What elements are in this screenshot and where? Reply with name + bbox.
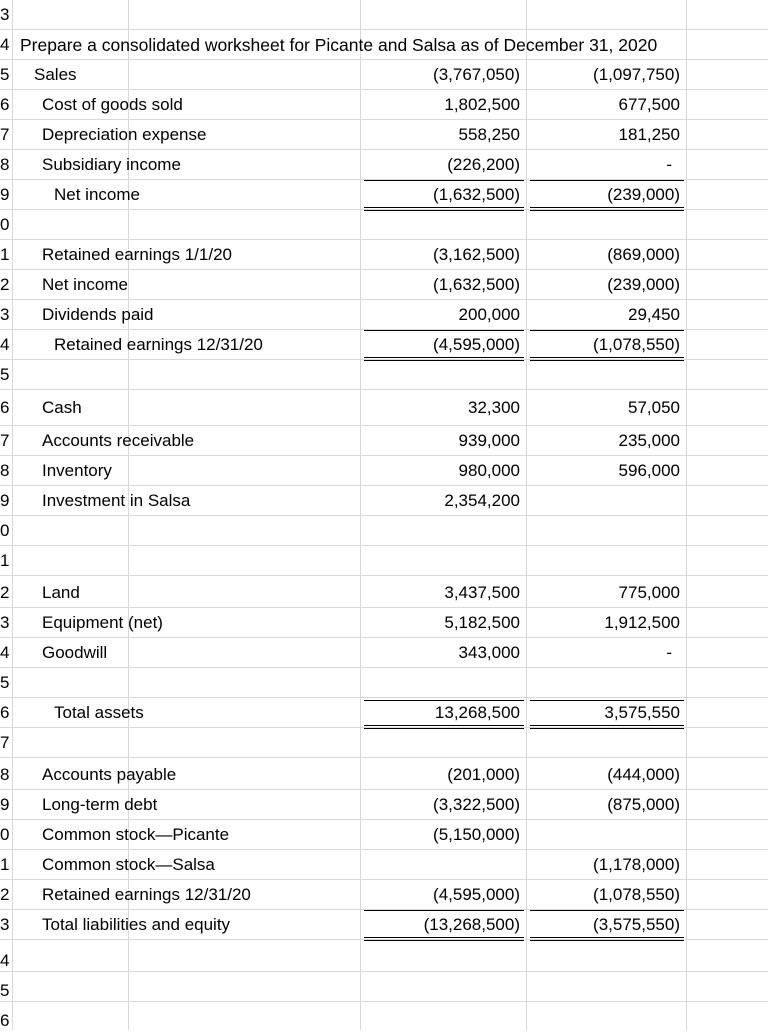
sheet-row[interactable] <box>0 60 768 90</box>
subtotal-underline <box>530 910 684 911</box>
sheet-row[interactable] <box>0 880 768 910</box>
picante-value: (201,000) <box>447 765 520 784</box>
line-item-label: Accounts receivable <box>42 431 195 450</box>
row-number: 3 <box>0 305 10 324</box>
line-item-label: Goodwill <box>42 643 108 662</box>
sheet-row[interactable] <box>0 910 768 940</box>
sheet-row[interactable] <box>0 426 768 456</box>
salsa-value: 775,000 <box>618 583 680 602</box>
line-item-label: Total assets <box>54 703 144 722</box>
sheet-row[interactable] <box>0 608 768 638</box>
line-item-label: Investment in Salsa <box>42 491 191 510</box>
line-item-label: Retained earnings 1/1/20 <box>42 245 232 264</box>
line-item-label: Inventory <box>42 461 112 480</box>
subtotal-underline <box>364 910 524 911</box>
line-item-label: Common stock—Picante <box>42 825 230 844</box>
subtotal-underline <box>364 330 524 331</box>
sheet-row[interactable] <box>0 940 768 972</box>
salsa-value: (239,000) <box>607 275 680 294</box>
salsa-value: 29,450 <box>628 305 680 324</box>
row-number: 1 <box>0 855 10 874</box>
sheet-row[interactable] <box>0 638 768 668</box>
picante-value: 200,000 <box>458 305 520 324</box>
row-number: 3 <box>0 915 10 934</box>
picante-value: (3,767,050) <box>433 65 520 84</box>
row-number: 2 <box>0 275 10 294</box>
line-item-label: Net income <box>54 185 140 204</box>
line-item-label: Long-term debt <box>42 795 158 814</box>
sheet-row[interactable] <box>0 758 768 790</box>
row-number: 5 <box>0 673 10 692</box>
picante-value: (4,595,000) <box>433 885 520 904</box>
picante-value: 980,000 <box>458 461 520 480</box>
sheet-row[interactable] <box>0 180 768 210</box>
picante-value: 13,268,500 <box>434 703 520 722</box>
line-item-label: Accounts payable <box>42 765 177 784</box>
sheet-row[interactable] <box>0 698 768 728</box>
picante-value: 558,250 <box>458 125 520 144</box>
line-item-label: Retained earnings 12/31/20 <box>42 885 251 904</box>
picante-value: (226,200) <box>447 155 520 174</box>
sheet-row[interactable] <box>0 972 768 1002</box>
row-number: 6 <box>0 398 10 417</box>
salsa-value: 57,050 <box>628 398 680 417</box>
row-number: 7 <box>0 431 10 450</box>
line-item-label: Land <box>42 583 80 602</box>
salsa-value: (875,000) <box>607 795 680 814</box>
row-number: 5 <box>0 65 10 84</box>
picante-value: 3,437,500 <box>444 583 520 602</box>
sheet-row[interactable] <box>0 120 768 150</box>
subtotal-underline <box>364 180 524 181</box>
sheet-row[interactable] <box>0 30 768 60</box>
line-item-label: Total liabilities and equity <box>42 915 231 934</box>
salsa-value: (1,097,750) <box>593 65 680 84</box>
row-number: 0 <box>0 521 10 540</box>
salsa-value: (1,078,550) <box>593 335 680 354</box>
row-number: 8 <box>0 155 10 174</box>
sheet-row[interactable] <box>0 850 768 880</box>
line-item-label: Subsidiary income <box>42 155 181 174</box>
salsa-value: (444,000) <box>607 765 680 784</box>
line-item-label: Dividends paid <box>42 305 154 324</box>
row-number: 9 <box>0 491 10 510</box>
subtotal-underline <box>530 180 684 181</box>
row-number: 6 <box>0 1011 10 1030</box>
line-item-label: Sales <box>34 65 77 84</box>
sheet-row[interactable] <box>0 150 768 180</box>
sheet-row[interactable] <box>0 300 768 330</box>
sheet-row[interactable] <box>0 360 768 390</box>
row-number: 4 <box>0 643 10 662</box>
salsa-value: 235,000 <box>618 431 680 450</box>
picante-value: (3,162,500) <box>433 245 520 264</box>
picante-value: 5,182,500 <box>444 613 520 632</box>
salsa-value: 181,250 <box>618 125 680 144</box>
row-number: 9 <box>0 795 10 814</box>
salsa-value: (1,178,000) <box>593 855 680 874</box>
picante-value: 2,354,200 <box>444 491 520 510</box>
sheet-row[interactable] <box>0 1002 768 1030</box>
row-number: 9 <box>0 185 10 204</box>
sheet-row[interactable] <box>0 820 768 850</box>
salsa-value: - <box>666 155 672 174</box>
sheet-row[interactable] <box>0 516 768 546</box>
row-number: 4 <box>0 951 10 970</box>
row-number: 0 <box>0 215 10 234</box>
row-number: 3 <box>0 5 10 24</box>
subtotal-underline <box>530 330 684 331</box>
row-number: 5 <box>0 365 10 384</box>
row-number: 3 <box>0 613 10 632</box>
sheet-row[interactable] <box>0 790 768 820</box>
picante-value: (13,268,500) <box>423 915 520 934</box>
sheet-row[interactable] <box>0 390 768 426</box>
sheet-row[interactable] <box>0 728 768 758</box>
row-number: 8 <box>0 765 10 784</box>
sheet-row[interactable] <box>0 546 768 576</box>
line-item-label: Equipment (net) <box>42 613 163 632</box>
picante-value: (4,595,000) <box>433 335 520 354</box>
row-number: 1 <box>0 245 10 264</box>
row-number: 6 <box>0 703 10 722</box>
sheet-row[interactable] <box>0 210 768 240</box>
sheet-row[interactable] <box>0 330 768 360</box>
salsa-value: (3,575,550) <box>593 915 680 934</box>
sheet-row[interactable] <box>0 456 768 486</box>
sheet-row[interactable] <box>0 0 768 30</box>
line-item-label: Net income <box>42 275 128 294</box>
row-number: 7 <box>0 125 10 144</box>
line-item-label: Cost of goods sold <box>42 95 183 114</box>
row-number: 2 <box>0 885 10 904</box>
picante-value: 1,802,500 <box>444 95 520 114</box>
worksheet-title: Prepare a consolidated worksheet for Picante and Salsa as of December 31, 2020 <box>20 35 658 55</box>
line-item-label: Cash <box>42 398 82 417</box>
row-number: 1 <box>0 551 10 570</box>
salsa-value: 677,500 <box>618 95 680 114</box>
sheet-row[interactable] <box>0 90 768 120</box>
salsa-value: (1,078,550) <box>593 885 680 904</box>
row-number: 6 <box>0 95 10 114</box>
row-number: 7 <box>0 733 10 752</box>
salsa-value: - <box>666 643 672 662</box>
sheet-row[interactable] <box>0 576 768 608</box>
row-number: 8 <box>0 461 10 480</box>
subtotal-underline <box>364 700 524 701</box>
salsa-value: 3,575,550 <box>604 703 680 722</box>
picante-value: 343,000 <box>458 643 520 662</box>
row-number: 0 <box>0 825 10 844</box>
subtotal-underline <box>530 700 684 701</box>
picante-value: 939,000 <box>458 431 520 450</box>
picante-value: (5,150,000) <box>433 825 520 844</box>
salsa-value: 596,000 <box>618 461 680 480</box>
salsa-value: (239,000) <box>607 185 680 204</box>
picante-value: (1,632,500) <box>433 275 520 294</box>
picante-value: (1,632,500) <box>433 185 520 204</box>
sheet-row[interactable] <box>0 486 768 516</box>
line-item-label: Retained earnings 12/31/20 <box>54 335 263 354</box>
sheet-row[interactable] <box>0 668 768 698</box>
line-item-label: Common stock—Salsa <box>42 855 215 874</box>
line-item-label: Depreciation expense <box>42 125 207 144</box>
row-number: 4 <box>0 35 10 54</box>
row-number: 2 <box>0 583 10 602</box>
sheet-row[interactable] <box>0 240 768 270</box>
row-number: 4 <box>0 335 10 354</box>
row-number: 5 <box>0 981 10 1000</box>
picante-value: 32,300 <box>468 398 520 417</box>
salsa-value: (869,000) <box>607 245 680 264</box>
picante-value: (3,322,500) <box>433 795 520 814</box>
salsa-value: 1,912,500 <box>604 613 680 632</box>
sheet-row[interactable] <box>0 270 768 300</box>
